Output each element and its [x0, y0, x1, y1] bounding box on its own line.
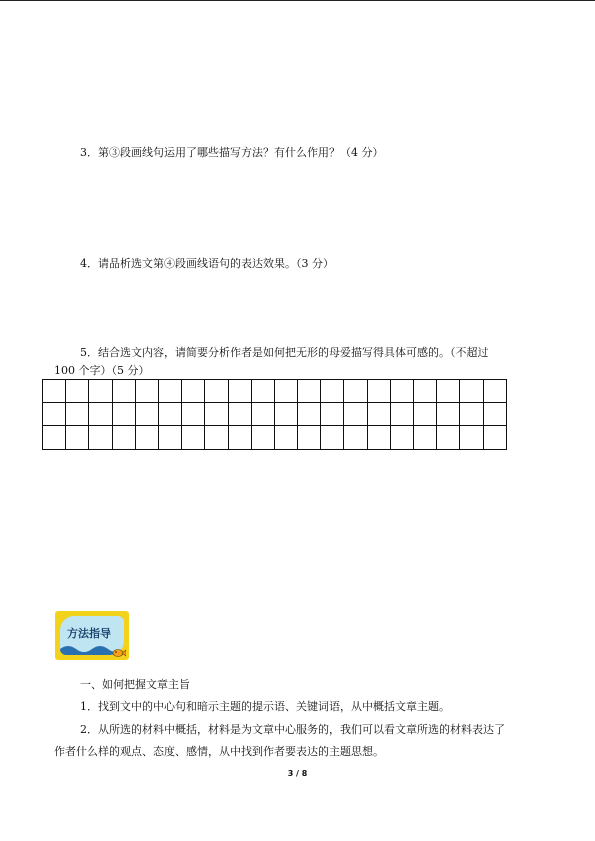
grid-cell[interactable]: [158, 380, 181, 403]
grid-row: [43, 403, 507, 426]
grid-cell[interactable]: [367, 380, 390, 403]
answer-grid[interactable]: [42, 379, 507, 450]
grid-cell[interactable]: [321, 380, 344, 403]
grid-cell[interactable]: [228, 380, 251, 403]
top-rule: [0, 0, 595, 1]
grid-cell[interactable]: [321, 403, 344, 426]
badge-label: 方法指导: [67, 627, 111, 640]
grid-cell[interactable]: [460, 380, 483, 403]
fish-icon: [112, 648, 126, 658]
grid-cell[interactable]: [66, 426, 89, 449]
grid-cell[interactable]: [274, 380, 297, 403]
grid-cell[interactable]: [460, 403, 483, 426]
grid-cell[interactable]: [135, 426, 158, 449]
grid-cell[interactable]: [43, 426, 66, 449]
grid-cell[interactable]: [414, 403, 437, 426]
grid-cell[interactable]: [251, 380, 274, 403]
grid-cell[interactable]: [483, 426, 506, 449]
grid-cell[interactable]: [251, 403, 274, 426]
grid-cell[interactable]: [182, 426, 205, 449]
grid-cell[interactable]: [460, 426, 483, 449]
grid-cell[interactable]: [228, 403, 251, 426]
grid-cell[interactable]: [483, 403, 506, 426]
grid-cell[interactable]: [298, 426, 321, 449]
grid-row: [43, 426, 507, 449]
grid-cell[interactable]: [43, 380, 66, 403]
grid-cell[interactable]: [158, 426, 181, 449]
method-guide-badge: [55, 611, 129, 660]
grid-cell[interactable]: [135, 380, 158, 403]
grid-cell[interactable]: [89, 380, 112, 403]
grid-row: [43, 380, 507, 403]
grid-cell[interactable]: [437, 403, 460, 426]
grid-cell[interactable]: [89, 426, 112, 449]
grid-cell[interactable]: [367, 403, 390, 426]
grid-cell[interactable]: [390, 426, 413, 449]
question-4: 4．请品析选文第④段画线语句的表达效果。（3 分）: [80, 257, 334, 270]
grid-cell[interactable]: [158, 403, 181, 426]
grid-cell[interactable]: [205, 380, 228, 403]
grid-cell[interactable]: [437, 380, 460, 403]
guide-item-1: 1．找到文中的中心句和暗示主题的提示语、关键词语，从中概括文章主题。: [80, 700, 450, 713]
grid-cell[interactable]: [437, 426, 460, 449]
grid-cell[interactable]: [205, 403, 228, 426]
grid-cell[interactable]: [344, 380, 367, 403]
grid-cell[interactable]: [298, 380, 321, 403]
page-number: 3 / 8: [287, 769, 308, 778]
grid-cell[interactable]: [89, 403, 112, 426]
grid-cell[interactable]: [182, 403, 205, 426]
grid-cell[interactable]: [390, 380, 413, 403]
grid-cell[interactable]: [112, 403, 135, 426]
grid-cell[interactable]: [483, 380, 506, 403]
grid-cell[interactable]: [66, 403, 89, 426]
grid-cell[interactable]: [344, 403, 367, 426]
grid-cell[interactable]: [251, 426, 274, 449]
question-5-line-2: 100 个字）（5 分）: [54, 364, 150, 377]
grid-cell[interactable]: [344, 426, 367, 449]
grid-cell[interactable]: [414, 426, 437, 449]
grid-cell[interactable]: [66, 380, 89, 403]
grid-cell[interactable]: [321, 426, 344, 449]
question-5-line-1: 5．结合选文内容，请简要分析作者是如何把无形的母爱描写得具体可感的。（不超过: [80, 346, 489, 359]
grid-cell[interactable]: [228, 426, 251, 449]
grid-cell[interactable]: [182, 380, 205, 403]
grid-cell[interactable]: [298, 403, 321, 426]
guide-item-2-line-1: 2．从所选的材料中概括，材料是为文章中心服务的，我们可以看文章所选的材料表达了: [80, 723, 505, 736]
question-3: 3．第③段画线句运用了哪些描写方法？有什么作用？（4 分）: [80, 146, 384, 159]
grid-cell[interactable]: [367, 426, 390, 449]
grid-cell[interactable]: [135, 403, 158, 426]
grid-cell[interactable]: [390, 403, 413, 426]
grid-cell[interactable]: [274, 426, 297, 449]
guide-heading: 一、如何把握文章主旨: [80, 678, 190, 691]
grid-cell[interactable]: [274, 403, 297, 426]
grid-cell[interactable]: [112, 380, 135, 403]
guide-item-2-line-2: 作者什么样的观点、态度、感情，从中找到作者要表达的主题思想。: [54, 745, 384, 758]
grid-cell[interactable]: [414, 380, 437, 403]
grid-cell[interactable]: [112, 426, 135, 449]
grid-cell[interactable]: [205, 426, 228, 449]
grid-cell[interactable]: [43, 403, 66, 426]
